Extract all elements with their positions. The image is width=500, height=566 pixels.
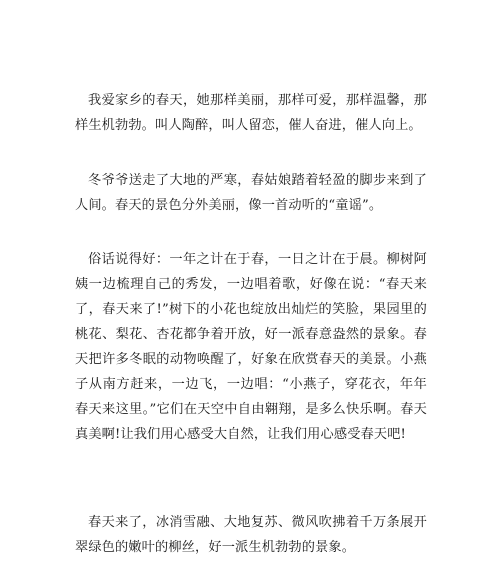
paragraph-4: 春天来了，冰消雪融、大地复苏、微风吹拂着千万条展开翠绿色的嫩叶的柳丝，好一派生机勃勃的景象。 xyxy=(75,515,427,555)
paragraph-3: 俗话说得好：一年之计在于春，一日之计在于晨。柳树阿姨一边梳理自己的秀发，一边唱着歌，好像在说：“春天来了，春天来了!”树下的小花也绽放出灿烂的笑脸，果园里的桃花、梨花、杏花都争着开放，好一派春意盎然的景象。春天把许多冬眠的动物唤醒了，好象在欣赏春天的美景。小燕子从南方赶来，一边飞，一边唱：“小燕子，穿花衣，年年春天来这里。”它们在天空中自由翱翔，是多么快乐啊。春天真美啊!让我们用心感受大自然，让我们用心感受春天吧! xyxy=(75,252,427,442)
paragraph-2: 冬爷爷送走了大地的严寒，春姑娘踏着轻盈的脚步来到了人间。春天的景色分外美丽，像一首动听的“童谣”。 xyxy=(75,173,427,213)
paragraph-1: 我爱家乡的春天，她那样美丽，那样可爱，那样温馨，那样生机勃勃。叫人陶醉，叫人留恋，催人奋进，催人向上。 xyxy=(75,93,427,133)
